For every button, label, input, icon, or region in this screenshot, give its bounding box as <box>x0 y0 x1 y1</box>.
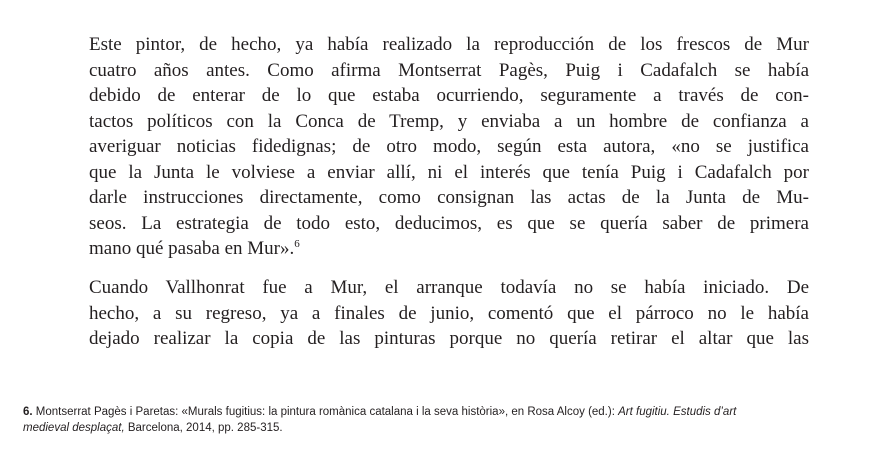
footnote <box>23 404 855 436</box>
paragraph-line-text: mano qué pasaba en Mur». <box>89 238 295 259</box>
footnote-line <box>23 404 855 420</box>
paragraph-line: seos. La estrategia de todo esto, deducimos, es que se quería saber de primera <box>89 212 809 234</box>
paragraph-line: darle instrucciones directamente, como consignan las actas de la Junta de Mu- <box>89 187 809 208</box>
paragraph-line: Este pintor, de hecho, ya había realizado la reproducción de los frescos de Mur <box>89 34 809 55</box>
paragraph-line: Cuando Vallhonrat fue a Mur, el arranque todavía no se había iniciado. De <box>89 277 809 298</box>
footnote-line <box>23 420 855 436</box>
paragraph-line: averiguar noticias fidedignas; de otro modo, según esta autora, «no se justifica <box>89 136 809 157</box>
footnote-text-end: Barcelona, 2014, pp. 285-315. <box>124 422 283 434</box>
paragraph-line: hecho, a su regreso, ya a finales de junio, comentó que el párroco no le había <box>89 302 809 324</box>
body-paragraph-1 <box>89 32 809 262</box>
footnote-reference[interactable]: 6 <box>294 238 300 250</box>
paragraph-line-last <box>89 236 809 262</box>
body-paragraph-2 <box>89 275 809 352</box>
paragraph-line: tactos políticos con la Conca de Tremp, y enviaba a un hombre de confianza a <box>89 110 809 132</box>
footnote-number: 6. <box>23 406 33 418</box>
paragraph-line: que la Junta le volviese a enviar allí, ni el interés que tenía Puig i Cadafalch por <box>89 161 809 183</box>
footnote-text: Montserrat Pagès i Paretas: «Murals fugitius: la pintura romànica catalana i la seva història», en Rosa Alcoy (ed.): <box>32 406 619 418</box>
footnote-title: Art fugitiu. Estudis d’art <box>618 406 737 418</box>
paragraph-line: cuatro años antes. Como afirma Montserrat Pagès, Puig i Cadafalch se había <box>89 59 809 81</box>
footnote-title-cont: medieval desplaçat, <box>23 422 125 434</box>
paragraph-line: debido de enterar de lo que estaba ocurriendo, seguramente a través de con- <box>89 85 809 106</box>
paragraph-line: dejado realizar la copia de las pinturas porque no quería retirar el altar que las <box>89 328 809 349</box>
